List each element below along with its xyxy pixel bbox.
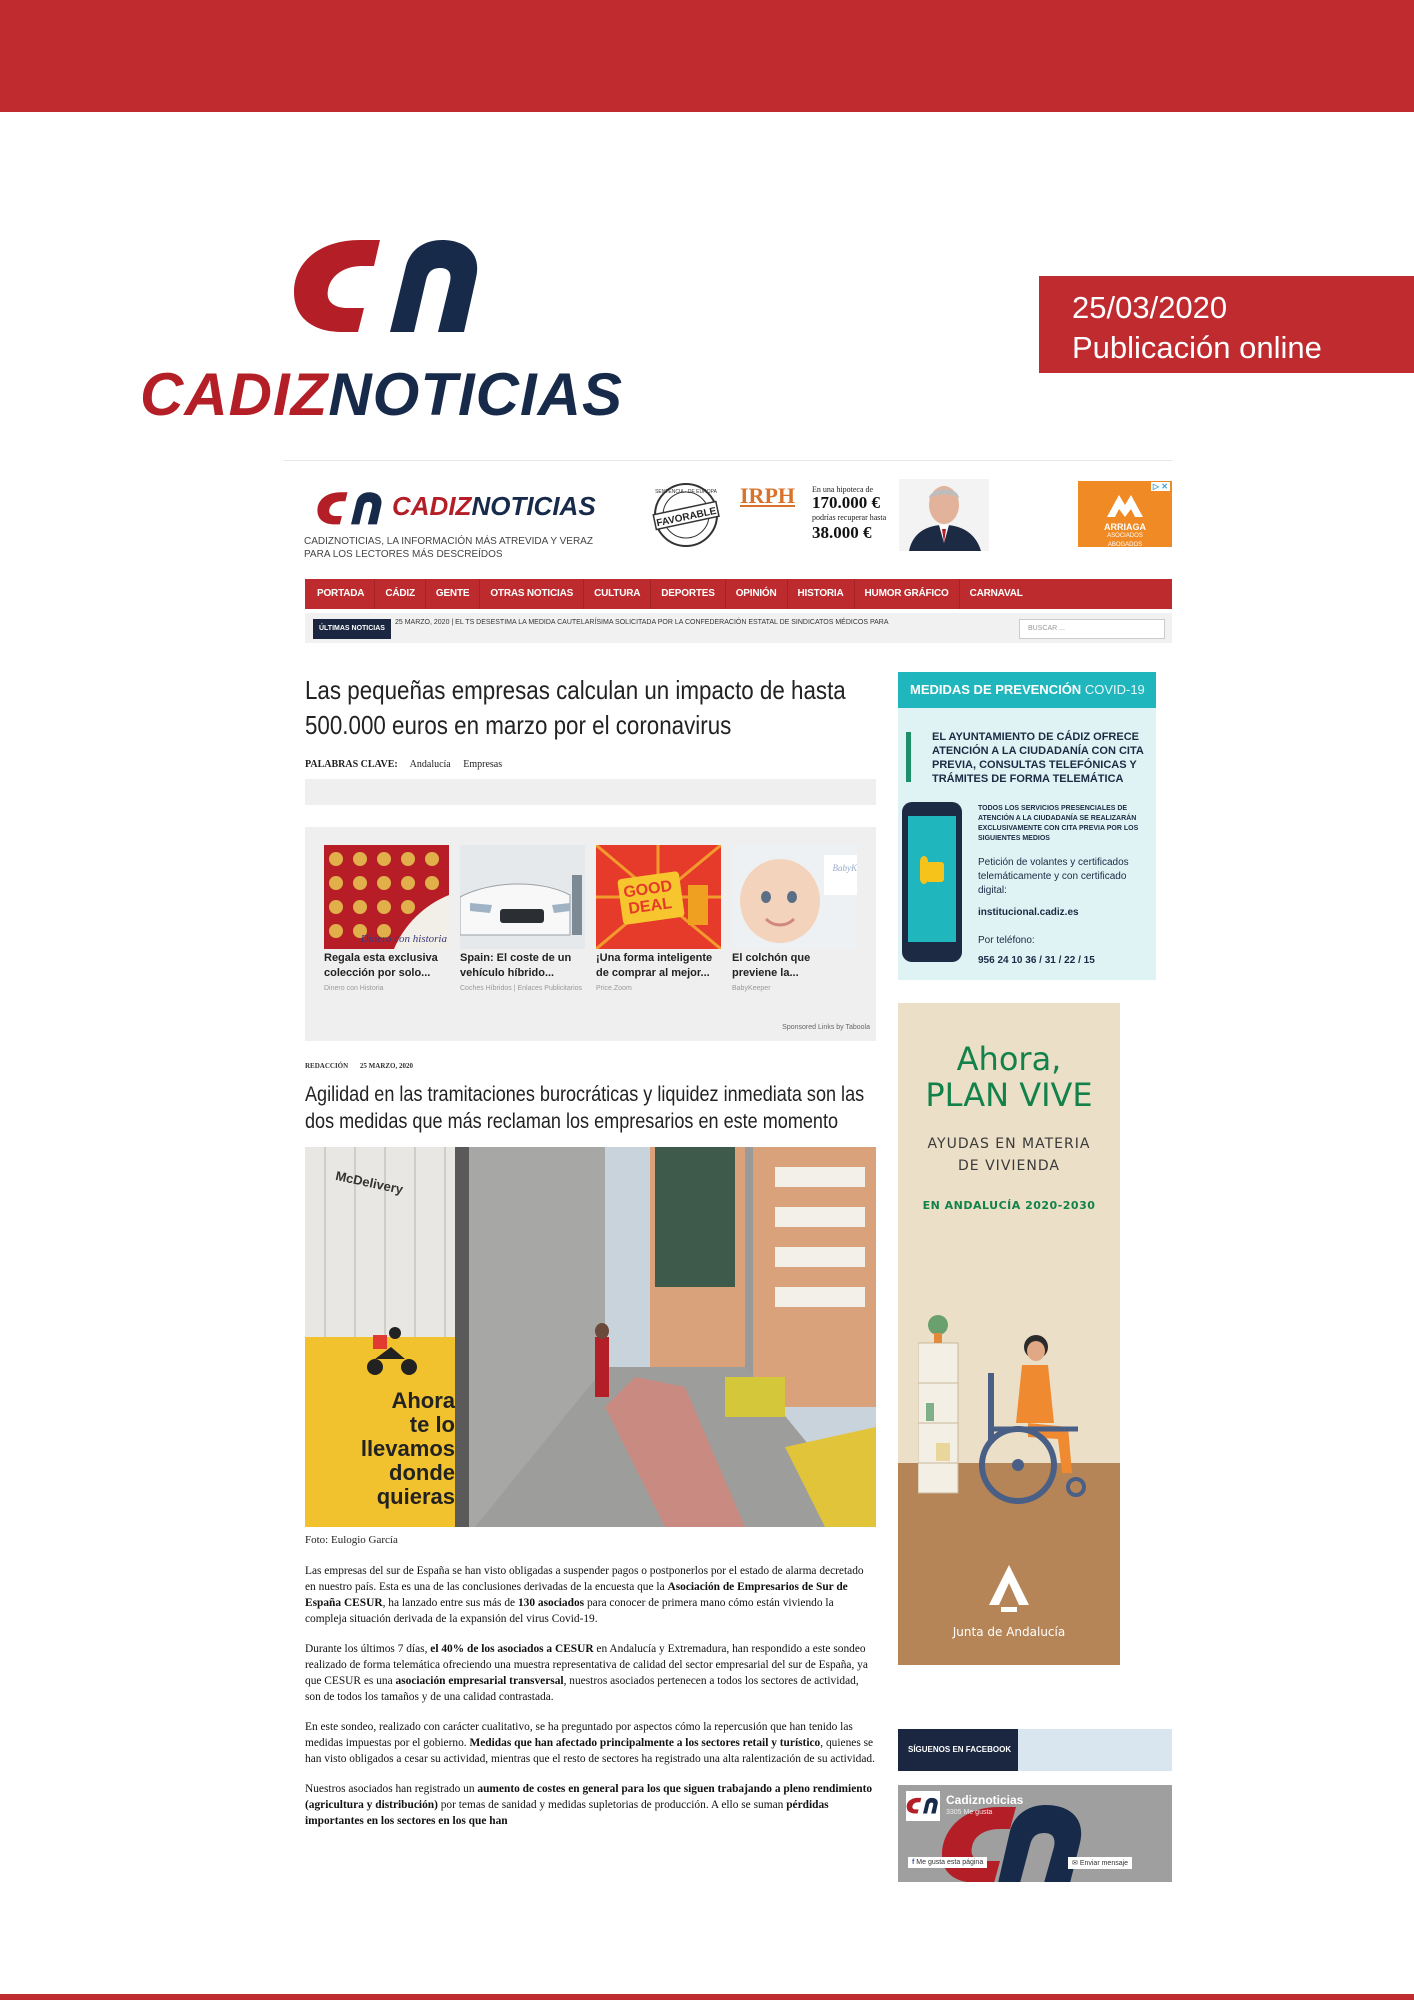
bottom-banner xyxy=(0,1994,1414,2000)
keyword-link[interactable]: Andalucía xyxy=(409,759,451,770)
covid-notice: TODOS LOS SERVICIOS PRESENCIALES DE ATENCIÓN A LA CIUDADANÍA SE REALIZARÁN EXCLUSIVAMENTE CON CITA PREVIA POR LOS SIGUIENTES MEDIOS xyxy=(978,805,1139,842)
publication-type: Publicación online xyxy=(1072,330,1322,365)
cn-monogram-icon xyxy=(316,483,386,535)
facebook-message-button[interactable]: ✉ Enviar mensaje xyxy=(1068,1857,1132,1869)
sponsored-source: BabyKeeper xyxy=(732,985,771,992)
sponsored-card[interactable] xyxy=(732,845,857,994)
facebook-widget[interactable] xyxy=(898,1785,1172,1882)
article-body xyxy=(305,1563,876,1843)
facebook-page-avatar[interactable] xyxy=(906,1791,940,1821)
plan-vive-region: EN ANDALUCÍA 2020-2030 xyxy=(922,1199,1096,1212)
arriaga-ad[interactable] xyxy=(1078,481,1172,547)
publication-date: 25/03/2020 xyxy=(1072,290,1228,325)
nav-cultura[interactable]: CULTURA xyxy=(584,579,651,609)
byline-author[interactable]: REDACCIÓN xyxy=(305,1062,349,1070)
plan-vive-ad[interactable] xyxy=(898,1003,1120,1665)
ticker-headline[interactable]: 25 MARZO, 2020 | EL TS DESESTIMA LA MEDIDA CAUTELARÍSIMA SOLICITADA POR LA CONFEDERACIÓN ESTATAL DE SINDICATOS MÉDICOS PARA xyxy=(395,619,889,626)
nav-opinion[interactable]: OPINIÓN xyxy=(726,579,788,609)
junta-andalucia-label: Junta de Andalucía xyxy=(952,1625,1066,1639)
sponsored-source: Dinero con Historia xyxy=(324,985,384,992)
site-logo[interactable] xyxy=(316,481,596,537)
ad-line1: En una hipoteca de xyxy=(812,485,874,494)
cadiznoticias-logo xyxy=(140,228,630,428)
covid-title: EL AYUNTAMIENTO DE CÁDIZ OFRECE ATENCIÓN A LA CIUDADANÍA CON CITA PREVIA, CONSULTAS TELEFÓNICAS Y TRÁMITES DE FORMA TELEMÁTICA xyxy=(932,731,1144,785)
junta-andalucia-logo-icon xyxy=(989,1565,1029,1613)
adchoices-icon[interactable]: ▷ ✕ xyxy=(1152,482,1168,491)
sponsored-image: BabyK xyxy=(732,845,857,949)
nav-humor-grafico[interactable]: HUMOR GRÁFICO xyxy=(855,579,960,609)
brand-wordmark: CADIZNOTICIAS xyxy=(140,361,623,428)
photo-caption: Foto: Eulogio García xyxy=(305,1534,398,1546)
nav-deportes[interactable]: DEPORTES xyxy=(651,579,725,609)
accent-bar xyxy=(906,732,911,782)
news-ticker xyxy=(305,613,1172,643)
byline-date: 25 MARZO, 2020 xyxy=(359,1062,414,1070)
facebook-section-header: SÍGUENOS EN FACEBOOK xyxy=(898,1729,1172,1771)
sponsored-card[interactable] xyxy=(324,845,449,994)
wheelchair-illustration xyxy=(918,1303,1118,1533)
ad-line2: podrías recuperar hasta xyxy=(812,513,887,522)
svg-text:SENTENCIA · DE EUROPA: SENTENCIA · DE EUROPA xyxy=(655,489,717,495)
ticker-label: ÚLTIMAS NOTICIAS xyxy=(313,619,391,639)
sponsored-title[interactable]: ¡Una forma inteligente de comprar al mejor... xyxy=(596,952,713,979)
article-photo: McDelivery Ahora te lo llevamos donde quieras xyxy=(305,1147,876,1527)
covid-website-link[interactable]: institucional.cadiz.es xyxy=(978,907,1079,918)
facebook-icon: f xyxy=(912,1859,917,1866)
keywords-label: PALABRAS CLAVE: xyxy=(305,759,398,770)
site-tagline: CADIZNOTICIAS, LA INFORMACIÓN MÁS ATREVIDA Y VERAZ PARA LOS LECTORES MÁS DESCREÍDOS xyxy=(304,536,593,560)
covid-prevention-ad[interactable] xyxy=(898,672,1156,980)
messenger-icon: ✉ xyxy=(1072,1860,1080,1867)
sponsored-title[interactable]: El colchón que previene la... xyxy=(732,952,811,979)
keyword-link[interactable]: Empresas xyxy=(463,759,503,770)
sponsored-card[interactable] xyxy=(460,845,585,994)
facebook-page-name[interactable]: Cadiznoticias xyxy=(946,1793,1024,1807)
nav-historia[interactable]: HISTORIA xyxy=(788,579,855,609)
webpage-clipping xyxy=(284,460,1172,1882)
sponsored-source: Coches Híbridos | Enlaces Publicitarios xyxy=(460,985,583,992)
nav-carnaval[interactable]: CARNAVAL xyxy=(969,588,1023,599)
arriaga-text: ARRIAGA ASOCIADOS ABOGADOS xyxy=(1104,522,1146,548)
nav-portada[interactable]: PORTADA xyxy=(307,579,375,609)
publication-info xyxy=(1039,276,1414,373)
top-banner xyxy=(0,0,1414,112)
smartphone-icon xyxy=(898,802,968,962)
facebook-likes-count: 3305 Me gusta xyxy=(946,1809,993,1816)
svg-text:FAVORABLE: FAVORABLE xyxy=(655,505,718,530)
sponsored-title[interactable]: Spain: El coste de un vehículo híbrido... xyxy=(460,952,572,979)
delivery-icon xyxy=(361,1319,451,1389)
photo-sign-text: Ahora te lo llevamos donde quieras xyxy=(360,1388,455,1509)
covid-phone: 956 24 10 36 / 31 / 22 / 15 xyxy=(978,955,1095,966)
search-input[interactable]: BUSCAR ... xyxy=(1019,619,1165,639)
irph-label: IRPH xyxy=(740,483,795,508)
nav-otras-noticias[interactable]: OTRAS NOTICIAS xyxy=(480,579,584,609)
plan-vive-subtitle: AYUDAS EN MATERIA DE VIVIENDA xyxy=(927,1136,1091,1174)
share-bar xyxy=(305,779,876,805)
article-paragraph: En este sondeo, realizado con carácter cualitativo, se ha preguntado por aspectos cómo la repercusión que han tenido las medidas impuestas por el gobierno. Medidas que han afectado principalmente a los sectores retail y turístico, quienes se han visto obligados a cesar su actividad, mientras que el resto de sectores ha registrado una alta ralentización de su actividad. xyxy=(305,1721,875,1765)
plan-vive-title: Ahora, PLAN VIVE xyxy=(925,1040,1093,1114)
ad-person-photo xyxy=(899,479,989,551)
ad-amount2: 38.000 € xyxy=(812,523,872,542)
site-wordmark: CADIZNOTICIAS xyxy=(392,491,596,521)
covid-body: Petición de volantes y certificados telemáticamente y con certificado digital: institucional.cadiz.es Por teléfono: 956 24 10 36 / 31 / 22 / 15 xyxy=(978,856,1148,968)
favorable-seal-icon xyxy=(644,481,728,549)
article-headline: Las pequeñas empresas calculan un impacto de hasta 500.000 euros en marzo por el coronavirus xyxy=(305,675,846,740)
keywords-row xyxy=(305,759,512,770)
sponsored-image xyxy=(460,845,585,949)
nav-cadiz[interactable]: CÁDIZ xyxy=(375,579,426,609)
cn-monogram-icon xyxy=(290,228,490,348)
sponsored-card[interactable] xyxy=(596,845,721,994)
article-subheadline: Agilidad en las tramitaciones burocráticas y liquidez inmediata son las dos medidas que más reclaman los empresarios en este momento xyxy=(305,1083,865,1133)
sponsored-image: Dinero con historia xyxy=(324,845,449,949)
hybrid-car-image xyxy=(460,845,585,949)
main-navigation xyxy=(305,579,1172,609)
facebook-like-button[interactable]: f Me gusta esta página xyxy=(908,1857,987,1868)
irph-ad-banner[interactable] xyxy=(644,479,994,551)
sponsored-source: Price.Zoom xyxy=(596,985,632,992)
nav-gente[interactable]: GENTE xyxy=(426,579,480,609)
article-paragraph: Las empresas del sur de España se han visto obligadas a suspender pagos o postponerlos por el estado de alarma decretado en nuestro país. Esta es una de las conclusiones derivadas de la encuesta que la Asociación de Empresarios de Sur de España CESUR, ha lanzado entre sus más de 130 asociados para conocer de primera mano cómo están viviendo la compleja situación derivada de la expansión del virus Covid-19. xyxy=(305,1565,864,1625)
taboola-credit[interactable]: Sponsored Links by Taboola xyxy=(782,1024,870,1031)
article-paragraph: Nuestros asociados han registrado un aumento de costes en general para los que siguen trabajando a pleno rendimiento (agricultura y distribución) por temas de sanidad y medidas supletorias de producción. A ello se suman pérdidas importantes en los sectores en los que han xyxy=(305,1783,873,1827)
sponsored-links xyxy=(305,827,876,1041)
sponsored-image: GOOD DEAL xyxy=(596,845,721,949)
baby-image xyxy=(732,845,857,949)
covid-header: MEDIDAS DE PREVENCIÓN COVID-19 xyxy=(898,672,1156,708)
arriaga-logo-icon xyxy=(1105,491,1145,519)
ad-amount1: 170.000 € xyxy=(812,493,880,512)
sponsored-title[interactable]: Regala esta exclusiva colección por solo... xyxy=(324,952,438,979)
article-paragraph: Durante los últimos 7 días, el 40% de los asociados a CESUR en Andalucía y Extremadura, han respondido a este sondeo realizado de forma telemática ofreciendo una muestra representativa de calidad del sector empresarial del sur de España, ya que CESUR es una asociación empresarial transversal, nuestros asociados pertenecen a todos los sectores de actividad, son de todos los tamaños y de una calidad contrastada. xyxy=(305,1643,868,1703)
article-byline xyxy=(305,1062,423,1070)
